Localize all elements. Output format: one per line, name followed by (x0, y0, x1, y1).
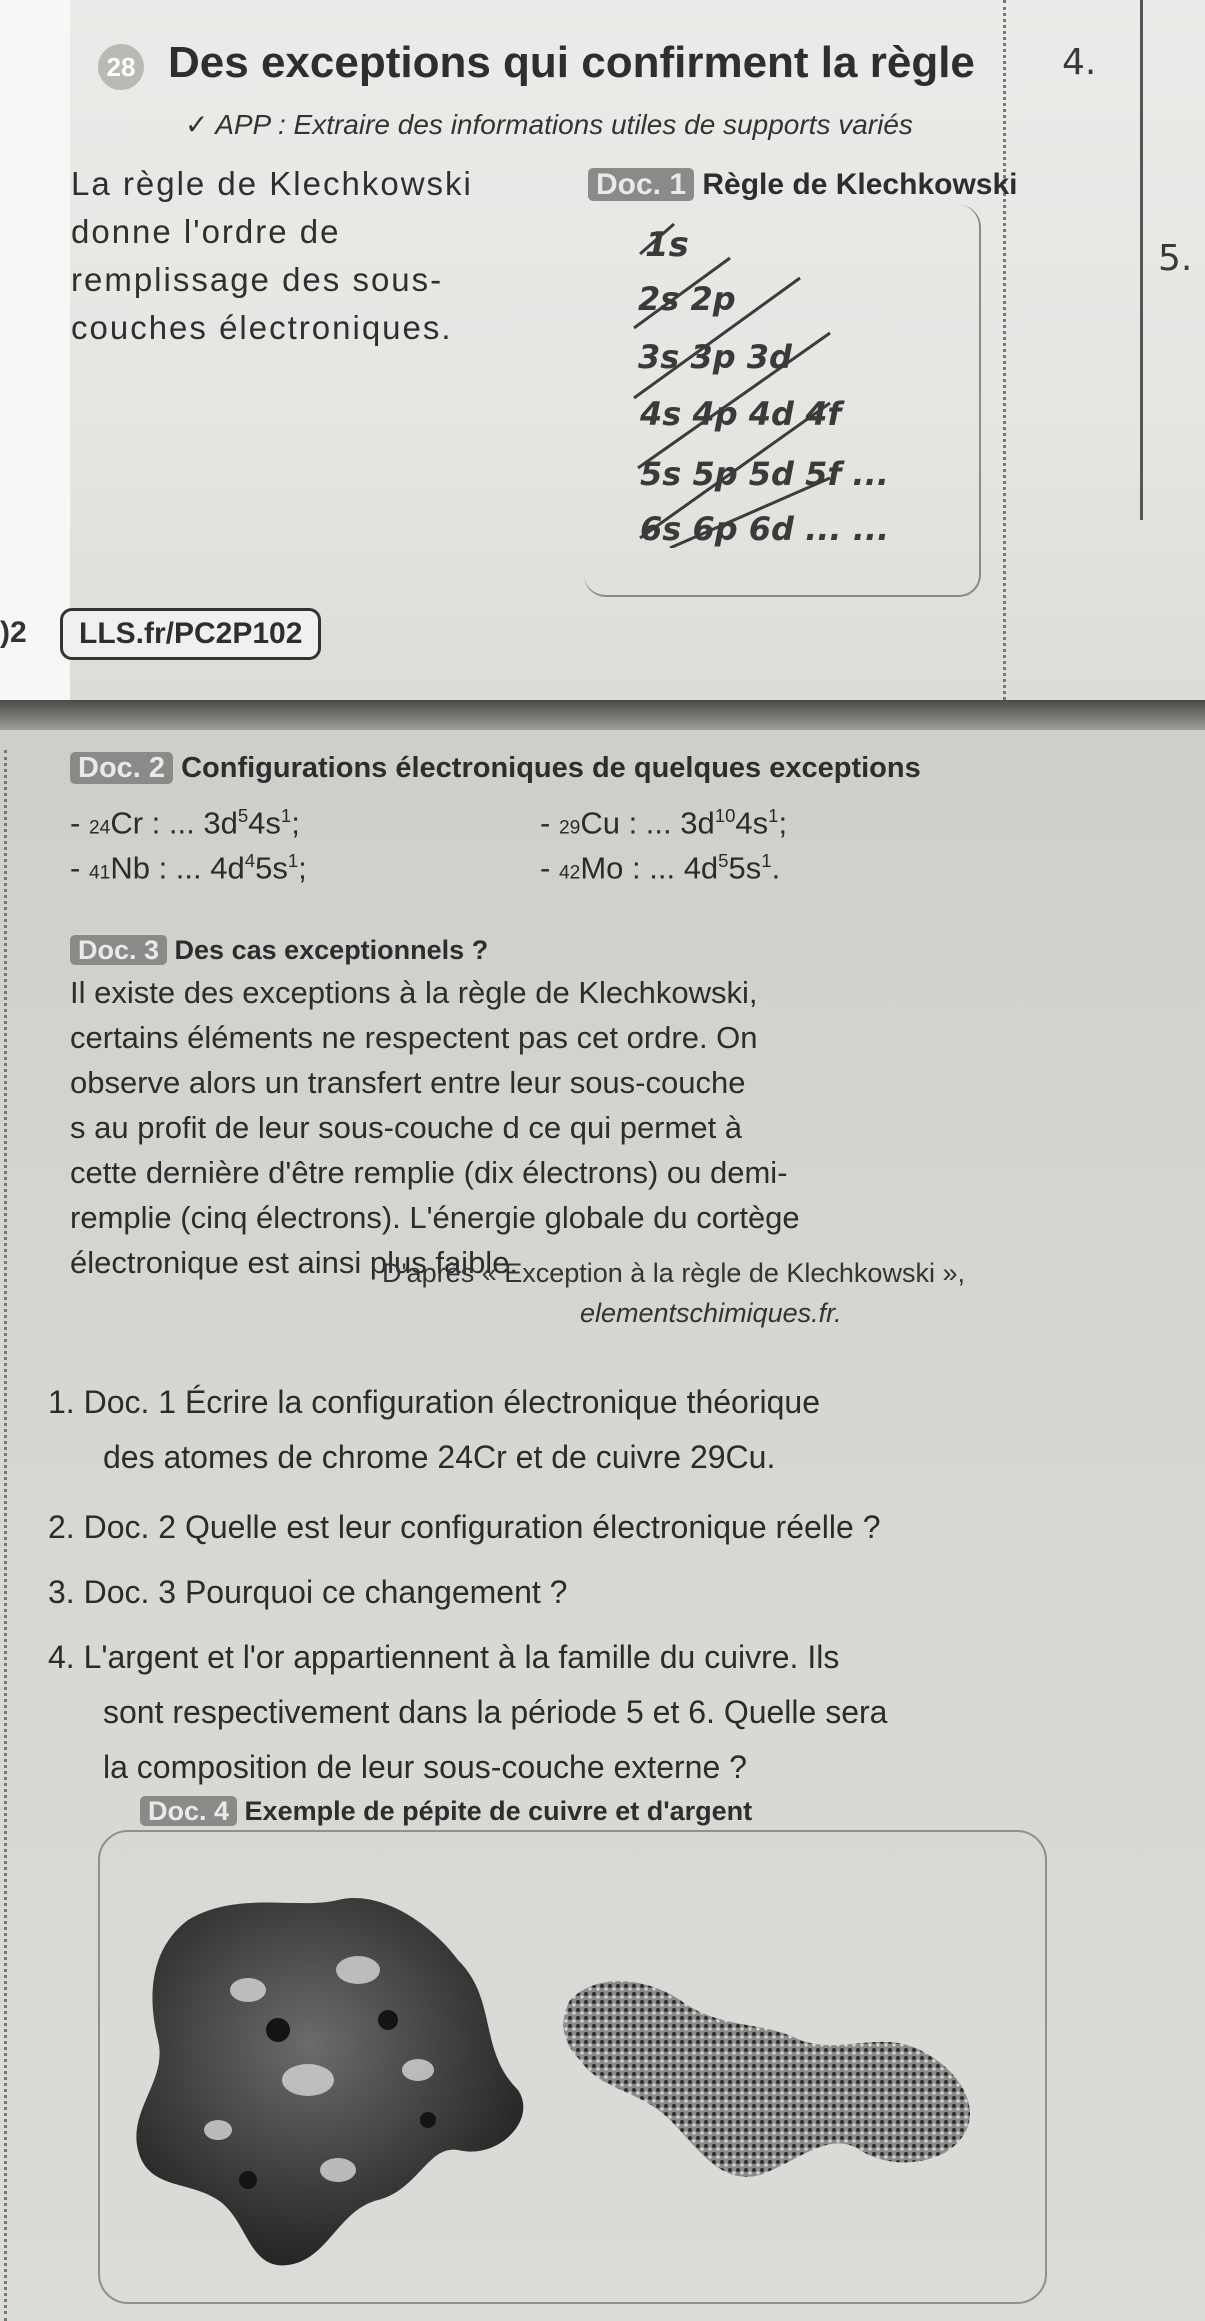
element-symbol: Cu (580, 805, 620, 841)
page-margin (0, 0, 70, 700)
subshell: 5s (255, 850, 288, 886)
copper-nugget-image (128, 1880, 548, 2280)
dotted-margin-line-left (4, 750, 7, 2321)
doc2-item-nb: - 41Nb : ... $4d^45s^1$; (70, 850, 307, 886)
doc3-line: observe alors un transfert entre leur sous-couche (70, 1065, 746, 1100)
doc3-heading (70, 935, 488, 966)
subshell: 5s (728, 850, 762, 886)
electron-count: 1 (287, 850, 299, 871)
link-prefix: )2 (0, 616, 27, 649)
electron-count: 1 (280, 805, 292, 826)
handwritten-number-4: 4. (1062, 42, 1097, 83)
atomic-number: 42 (558, 862, 581, 884)
question-4-line-2: sont respectivement dans la période 5 et 6. Quelle sera (103, 1694, 888, 1730)
electron-count: 5 (718, 850, 729, 871)
doc2-item-mo: - 42Mo : ... $4d^55s^1$. (540, 850, 781, 886)
doc3-tag: Doc. 3 (70, 935, 167, 965)
exercise-title: Des exceptions qui confirment la règle (168, 38, 975, 87)
punctuation: ; (778, 805, 788, 841)
doc4-title: Exemple de pépite de cuivre et d'argent (244, 1796, 753, 1826)
doc1-row-2: 2s 2p (638, 280, 736, 318)
doc1-row-1: 1s (645, 225, 689, 265)
electron-count: 1 (768, 805, 779, 826)
doc1-row-4: 4s 4p 4d 4f (640, 395, 842, 433)
doc3-line: s au profit de leur sous-couche d ce qui permet à (70, 1110, 743, 1145)
subshell: 4d (210, 850, 245, 886)
exercise-number-badge: 28 (98, 44, 144, 90)
doc3-source-1: D'après « Exception à la règle de Klechkowski », (382, 1258, 965, 1288)
doc2-item-cu: - 29Cu : ... $3d^{10}4s^1$; (540, 805, 788, 841)
doc2-title: Configurations électroniques de quelques exceptions (181, 752, 921, 784)
question-3: 3. Doc. 3 Pourquoi ce changement ? (48, 1574, 568, 1610)
intro-text: La règle de Klechkowski donne l'ordre de remplissage des sous-couches électroniques. (71, 165, 473, 346)
klechkowski-diagram (630, 218, 970, 548)
doc3-title: Des cas exceptionnels ? (174, 935, 489, 965)
subshell: 4s (735, 805, 769, 841)
klechkowski-arrows (630, 218, 970, 548)
element-symbol: Cr (110, 805, 144, 841)
handwritten-number-5: 5. (1158, 238, 1193, 279)
electron-count: 4 (244, 850, 256, 871)
question-2: 2. Doc. 2 Quelle est leur configuration électronique réelle ? (48, 1509, 881, 1545)
doc1-tag: Doc. 1 (588, 168, 694, 201)
subshell: 3d (680, 805, 715, 841)
doc2-item-cr: - 24Cr : ... $3d^54s^1$; (70, 805, 300, 841)
doc4-tag: Doc. 4 (140, 1796, 237, 1826)
punctuation: ; (298, 850, 307, 886)
question-1-line-2: des atomes de chrome 24Cr et de cuivre 29Cu. (103, 1439, 776, 1475)
doc3-line: remplie (cinq électrons). L'énergie globale du cortège (70, 1200, 800, 1235)
electron-count: 1 (761, 850, 772, 871)
electron-count: 10 (714, 805, 736, 826)
doc3-line: Il existe des exceptions à la règle de Klechkowski, (70, 975, 758, 1010)
doc3-source-2: elementschimiques.fr. (580, 1298, 842, 1328)
question-1-line-1: 1. Doc. 1 Écrire la configuration électronique théorique (48, 1384, 820, 1420)
doc3-body (70, 970, 1070, 1285)
doc2-tag: Doc. 2 (70, 752, 173, 784)
subshell: 3d (203, 805, 238, 841)
doc3-line: certains éléments ne respectent pas cet ordre. On (70, 1020, 758, 1055)
subshell: 4d (683, 850, 719, 886)
dotted-margin-line (1003, 0, 1006, 700)
doc1-row-3: 3s 3p 3d (638, 338, 792, 376)
doc3-line: électronique est ainsi plus faible. (70, 1245, 519, 1280)
link-badge[interactable]: LLS.fr/PC2P102 (60, 608, 321, 660)
punctuation: ; (291, 805, 300, 841)
doc4-heading (140, 1796, 752, 1827)
doc1-row-5: 5s 5p 5d 5f ... (640, 455, 889, 493)
question-4-line-3: la composition de leur sous-couche externe ? (103, 1749, 747, 1785)
silver-nugget-image (560, 1960, 990, 2190)
doc3-line: cette dernière d'être remplie (dix électrons) ou demi- (70, 1155, 788, 1190)
exercise-subtitle: ✓ APP : Extraire des informations utiles de supports variés (185, 109, 913, 140)
electron-count: 5 (237, 805, 249, 826)
question-4-line-1: 4. L'argent et l'or appartiennent à la famille du cuivre. Ils (48, 1639, 840, 1675)
doc1-title: Règle de Klechkowski (702, 168, 1018, 201)
subshell: 4s (248, 805, 281, 841)
element-symbol: Nb (110, 850, 150, 886)
doc2-heading (70, 752, 921, 785)
atomic-number: 41 (88, 862, 111, 884)
element-symbol: Mo (580, 850, 624, 886)
atomic-number: 24 (88, 817, 111, 839)
atomic-number: 29 (558, 817, 581, 839)
punctuation: . (771, 850, 781, 886)
doc1-row-6: 6s 6p 6d ... ... (640, 510, 890, 548)
margin-bar (1140, 0, 1143, 520)
doc1-heading (588, 168, 1018, 202)
